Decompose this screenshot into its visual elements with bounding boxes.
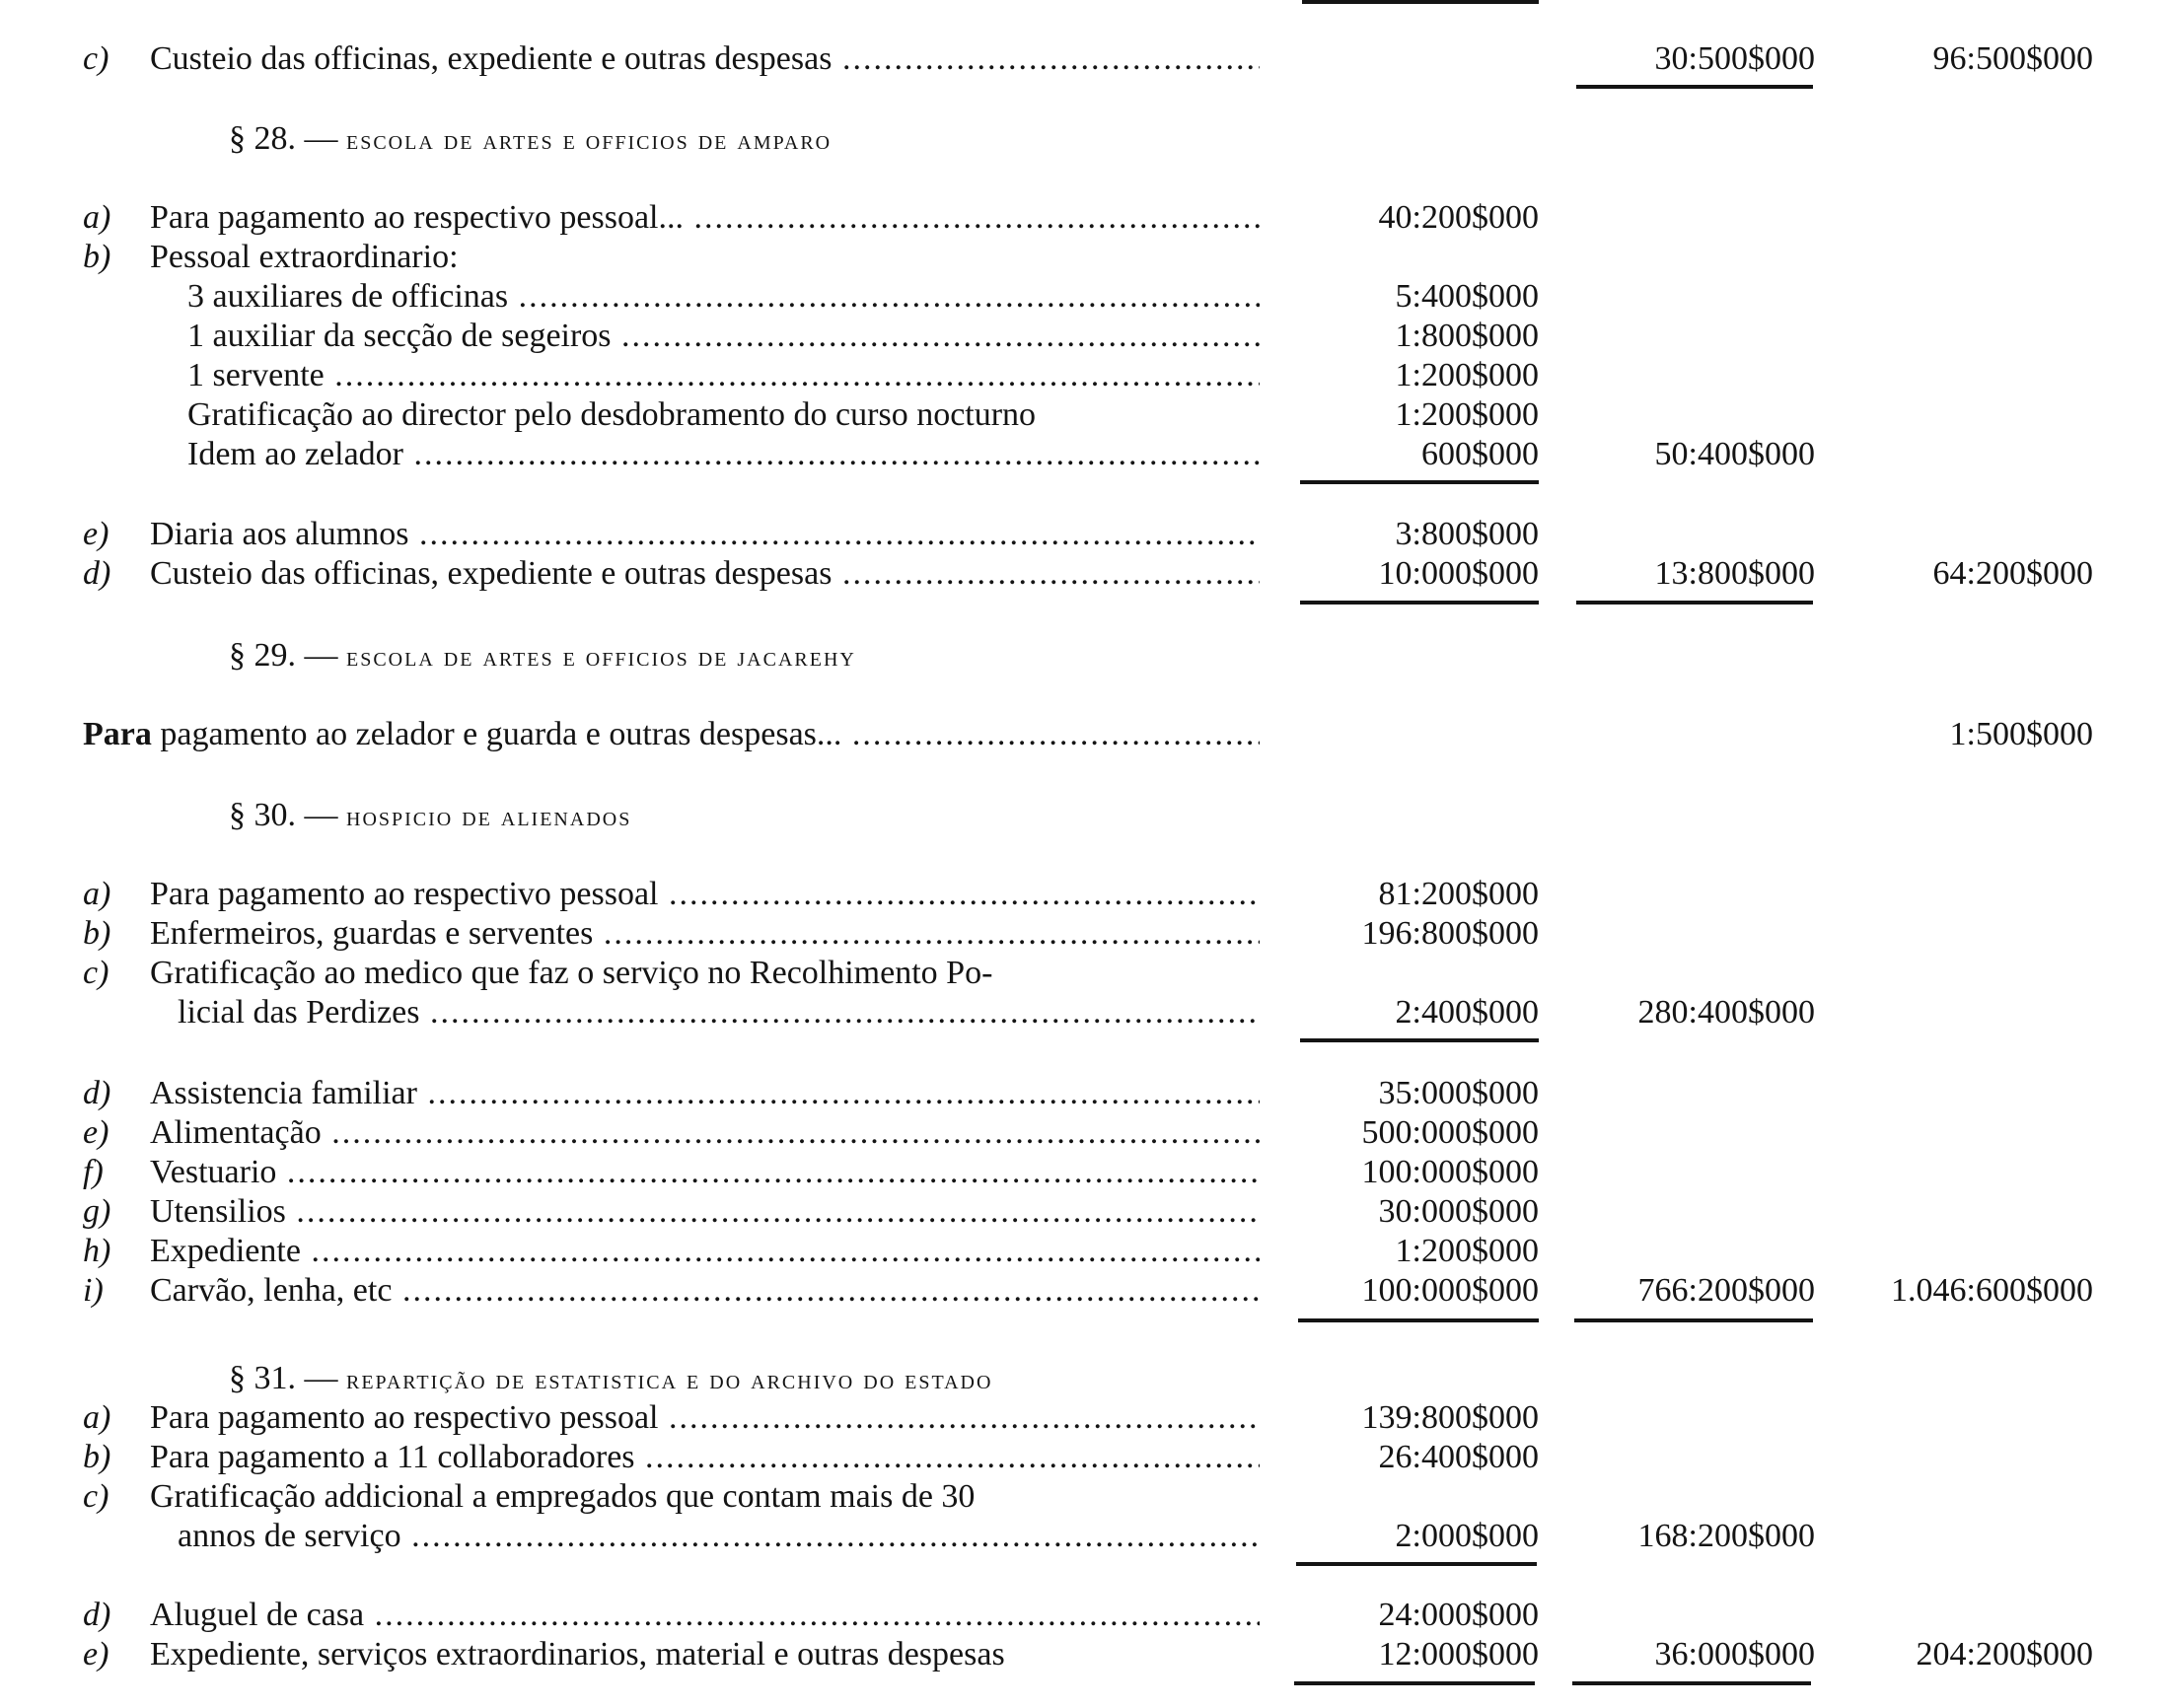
section-number: § 29. — — [229, 637, 338, 674]
section-heading-31 — [229, 1359, 992, 1400]
s31-row-c-cont — [0, 1517, 2173, 1556]
s30-row-i — [0, 1271, 2173, 1311]
row-label: g) — [83, 1193, 111, 1230]
s30-row-c-cont — [0, 993, 2173, 1032]
row-desc: Para pagamento a 11 collaboradores ..... — [150, 1438, 1260, 1477]
section-heading-28 — [229, 119, 832, 161]
row-label: d) — [83, 555, 111, 592]
section-title: escola de artes e officios de amparo — [346, 125, 833, 156]
row-desc: Utensilios ..... — [150, 1192, 1260, 1232]
item-rule — [1300, 480, 1539, 484]
item-value: 196:800$000 — [1361, 915, 1539, 952]
item-value: 2:400$000 — [1395, 994, 1539, 1031]
subtotal-value: 766:200$000 — [1637, 1272, 1815, 1309]
row-label: e) — [83, 516, 109, 552]
subtotal-rule — [1572, 1681, 1811, 1685]
total-value: 204:200$000 — [1916, 1636, 2093, 1672]
row-label: i) — [83, 1272, 104, 1309]
total-value: 96:500$000 — [1932, 40, 2093, 77]
row-desc: Carvão, lenha, etc ..... — [150, 1271, 1260, 1311]
row-desc: Pessoal extraordinario: — [150, 239, 459, 275]
subtotal-value: 168:200$000 — [1637, 1518, 1815, 1554]
row-desc: Gratificação ao director pelo desdobramento do curso nocturno — [187, 396, 1037, 433]
row-label: b) — [83, 915, 111, 952]
row-label: a) — [83, 1399, 111, 1436]
row-desc: Gratificação ao medico que faz o serviço no Recolhimento Po- — [150, 955, 993, 991]
item-rule — [1294, 1681, 1535, 1685]
s31-row-e — [0, 1635, 2173, 1674]
section-number: § 31. — — [229, 1360, 338, 1396]
row-label: a) — [83, 199, 111, 236]
row-label: c) — [83, 40, 109, 77]
item-value: 1:800$000 — [1395, 318, 1539, 354]
section-heading-29 — [229, 636, 856, 677]
item-value: 35:000$000 — [1378, 1075, 1539, 1111]
subtotal-value: 280:400$000 — [1637, 994, 1815, 1031]
item-value: 30:000$000 — [1378, 1193, 1539, 1230]
row-label: h) — [83, 1233, 111, 1269]
row-desc: Alimentação ..... — [150, 1113, 1260, 1153]
s31-row-b — [0, 1438, 2173, 1477]
row-desc: annos de serviço ..... — [178, 1517, 1260, 1556]
row-label: b) — [83, 1439, 111, 1475]
s31-row-c — [0, 1477, 2173, 1517]
item-value: 40:200$000 — [1378, 199, 1539, 236]
s28-row-auxiliares — [0, 277, 2173, 317]
item-value: 24:000$000 — [1378, 1597, 1539, 1633]
top-rule — [1302, 0, 1539, 4]
s28-row-e-diaria — [0, 515, 2173, 554]
row-desc: Enfermeiros, guardas e serventes ..... — [150, 914, 1260, 954]
row-label: d) — [83, 1075, 111, 1111]
item-value: 81:200$000 — [1378, 876, 1539, 912]
row-c-custeio-top — [0, 39, 2173, 79]
item-value: 600$000 — [1421, 436, 1539, 472]
s30-row-a — [0, 875, 2173, 914]
s28-row-segeiros — [0, 317, 2173, 356]
row-desc: Para pagamento ao respectivo pessoal ..... — [150, 875, 1260, 914]
section-number: § 30. — — [229, 797, 338, 833]
s31-row-d — [0, 1596, 2173, 1635]
row-desc: Assistencia familiar ..... — [150, 1074, 1260, 1113]
total-value: 1:500$000 — [1949, 716, 2093, 752]
s30-row-c — [0, 954, 2173, 993]
row-desc-text: pagamento ao zelador e guarda e outras despesas... — [160, 716, 842, 752]
s28-row-zelador — [0, 435, 2173, 474]
row-label: c) — [83, 955, 109, 991]
section-title: hospicio de alienados — [346, 802, 632, 832]
item-value: 26:400$000 — [1378, 1439, 1539, 1475]
row-desc: Custeio das officinas, expediente e outras despesas ..... — [150, 554, 1260, 594]
item-value: 139:800$000 — [1361, 1399, 1539, 1436]
row-desc-bold: Para — [83, 716, 152, 752]
s28-row-d-custeio — [0, 554, 2173, 594]
subtotal-value: 50:400$000 — [1654, 436, 1815, 472]
row-label: f) — [83, 1154, 104, 1190]
s28-row-gratificacao — [0, 395, 2173, 435]
row-desc: 3 auxiliares de officinas ..... — [187, 277, 1260, 317]
section-title: repartição de estatistica e do archivo do estado — [346, 1365, 993, 1395]
s30-row-b — [0, 914, 2173, 954]
s28-row-b — [0, 238, 2173, 277]
subtotal-value: 36:000$000 — [1654, 1636, 1815, 1672]
row-label: d) — [83, 1597, 111, 1633]
subtotal-rule — [1576, 85, 1813, 89]
row-desc: licial das Perdizes ..... — [178, 993, 1260, 1032]
item-value: 10:000$000 — [1378, 555, 1539, 592]
row-desc: 1 servente ..... — [187, 356, 1260, 395]
row-desc: Gratificação addicional a empregados que contam mais de 30 — [150, 1478, 976, 1515]
subtotal-rule — [1576, 601, 1813, 605]
subtotal-rule — [1574, 1318, 1813, 1322]
row-label: a) — [83, 876, 111, 912]
s30-row-d — [0, 1074, 2173, 1113]
row-label: b) — [83, 239, 111, 275]
item-value: 1:200$000 — [1395, 357, 1539, 393]
s29-row-zelador — [0, 715, 2173, 754]
row-desc: Expediente, serviços extraordinarios, material e outras despesas — [150, 1636, 1005, 1672]
row-desc: Para pagamento ao respectivo pessoal... ..... — [150, 198, 1260, 238]
item-rule — [1296, 1562, 1537, 1566]
total-value: 64:200$000 — [1932, 555, 2093, 592]
item-value: 5:400$000 — [1395, 278, 1539, 315]
item-rule — [1300, 601, 1539, 605]
s28-row-servente — [0, 356, 2173, 395]
s30-row-f — [0, 1153, 2173, 1192]
section-heading-30 — [229, 796, 631, 837]
s30-row-e — [0, 1113, 2173, 1153]
total-value: 1.046:600$000 — [1891, 1272, 2093, 1309]
item-value: 12:000$000 — [1378, 1636, 1539, 1672]
item-value: 3:800$000 — [1395, 516, 1539, 552]
row-label: c) — [83, 1478, 109, 1515]
row-label: e) — [83, 1114, 109, 1151]
row-desc: Idem ao zelador ..... — [187, 435, 1260, 474]
item-value: 100:000$000 — [1361, 1154, 1539, 1190]
item-value: 500:000$000 — [1361, 1114, 1539, 1151]
section-number: § 28. — — [229, 120, 338, 157]
s31-row-a — [0, 1398, 2173, 1438]
row-desc: Diaria aos alumnos ..... — [150, 515, 1260, 554]
row-desc: Expediente ..... — [150, 1232, 1260, 1271]
item-rule — [1298, 1318, 1539, 1322]
subtotal-value: 13:800$000 — [1654, 555, 1815, 592]
item-value: 1:200$000 — [1395, 1233, 1539, 1269]
row-desc: Vestuario ..... — [150, 1153, 1260, 1192]
item-value: 1:200$000 — [1395, 396, 1539, 433]
subtotal-value: 30:500$000 — [1654, 40, 1815, 77]
s28-row-a — [0, 198, 2173, 238]
item-rule — [1300, 1038, 1539, 1042]
row-label: e) — [83, 1636, 109, 1672]
row-desc: Custeio das officinas, expediente e outras despesas ..... — [150, 39, 1260, 79]
row-desc — [83, 715, 1260, 754]
row-desc: Para pagamento ao respectivo pessoal ..... — [150, 1398, 1260, 1438]
section-title: escola de artes e officios de jacarehy — [346, 642, 856, 673]
item-value: 100:000$000 — [1361, 1272, 1539, 1309]
s30-row-h — [0, 1232, 2173, 1271]
row-desc: 1 auxiliar da secção de segeiros ..... — [187, 317, 1260, 356]
row-desc: Aluguel de casa ..... — [150, 1596, 1260, 1635]
s30-row-g — [0, 1192, 2173, 1232]
item-value: 2:000$000 — [1395, 1518, 1539, 1554]
